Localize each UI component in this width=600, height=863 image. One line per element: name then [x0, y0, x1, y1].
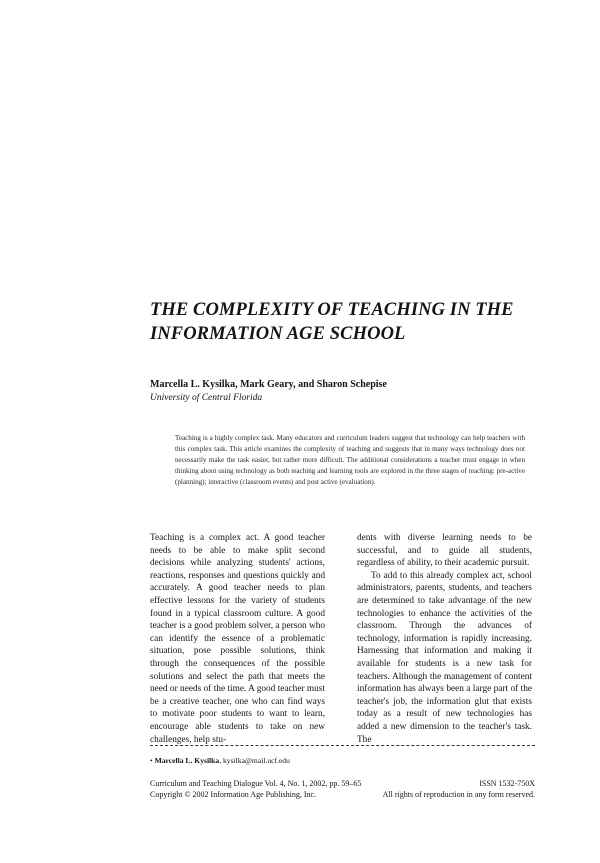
author-affiliation: University of Central Florida	[150, 393, 263, 403]
journal-copyright: Copyright © 2002 Information Age Publishing, Inc.	[150, 790, 317, 799]
footnote-marker: •	[150, 756, 153, 765]
footnote-divider	[150, 745, 535, 746]
footnote-email: kysilka@mail.ucf.edu	[223, 756, 290, 765]
body-paragraph: Teaching is a complex act. A good teacher needs to be able to make split second decisions while analyzing students' actions, reactions, responses and questions quickly and accurately. A good teacher needs to plan effective lessons for the variety of students found in a typical classroom culture. A good teacher is a good problem solver, a person who can identify the essence of a problematic situation, pose possible solutions, think through the consequences of the possible solutions and select the path that meets the need or needs of the time. A good teacher must be a creative teacher, one who can find ways to motivate poor students to want to learn, encourage able students to take on new challenges, help stu-	[150, 533, 325, 745]
article-title	[150, 298, 570, 346]
body-paragraph: To add to this already complex act, school administrators, parents, students, and teachers are determined to take advantage of the new technologies to enhance the activities of the classroom. Through the advances of technology, information is rapidly increasing. Harnessing that information and making it available for students is a new task for teachers. Although the management of content information has always been a large part of the teacher's job, the information glut that exists today as a result of new technologies has added a new dimension to the teacher's task. The	[357, 570, 532, 745]
title-line-1: THE COMPLEXITY OF TEACHING IN THE	[150, 300, 514, 320]
journal-info	[150, 778, 361, 800]
body-column-left	[150, 532, 325, 746]
footnote: • Marcella L. Kysilka, kysilka@mail.ucf.edu	[150, 756, 290, 765]
journal-citation: Curriculum and Teaching Dialogue Vol. 4, No. 1, 2002, pp. 59–65	[150, 779, 362, 788]
journal-reproduction-rights: All rights of reproduction in any form reserved.	[382, 790, 535, 799]
abstract: Teaching is a highly complex task. Many educators and curriculum leaders suggest that technology can help teachers with this complex task. This article examines the complexity of teaching and suggests that in many ways technology does not necessarily make the task easier, but rather more difficult. The additional considerations a teacher must engage in when thinking about using technology as both teaching and learning tools are explored in the three stages of teaching: pre-active (planning); interactive (classroom events) and post active (evaluation).	[175, 434, 525, 486]
author-list: Marcella L. Kysilka, Mark Geary, and Sharon Schepise	[150, 379, 387, 390]
title-line-2: INFORMATION AGE SCHOOL	[150, 324, 406, 344]
footnote-name: Marcella L. Kysilka	[154, 756, 220, 765]
journal-rights	[360, 778, 535, 800]
body-paragraph: dents with diverse learning needs to be successful, and to guide all students, regardless of ability, to their academic pursuit.	[357, 533, 532, 569]
journal-issn: ISSN 1532-750X	[479, 779, 535, 788]
body-column-right	[357, 532, 532, 746]
